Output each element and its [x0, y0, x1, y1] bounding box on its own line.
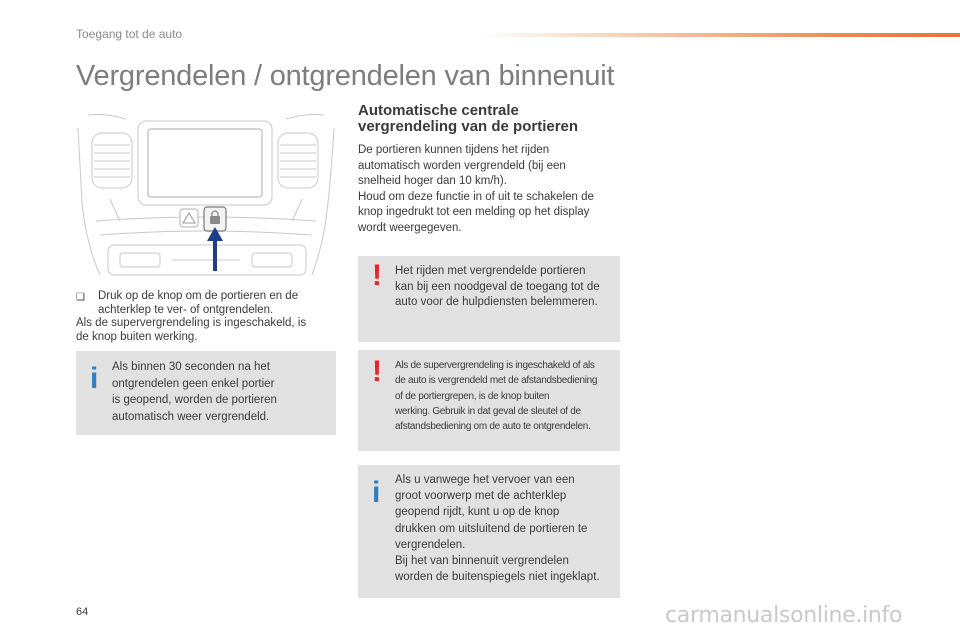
- info-text: [395, 472, 614, 585]
- left-info-box: [76, 351, 336, 435]
- info-line: drukken om uitsluitend de portieren te: [395, 522, 588, 535]
- page-number: 64: [76, 606, 89, 618]
- info-text: [112, 359, 330, 425]
- info-line: automatisch weer vergrendeld.: [112, 410, 270, 423]
- warning-line: auto voor de hulpdiensten belemmeren.: [395, 296, 598, 308]
- left-step-text: [76, 290, 338, 344]
- warning-line: de auto is vergrendeld met de afstandsbediening: [395, 375, 598, 387]
- body-line: De portieren kunnen tijdens het rijden: [358, 144, 550, 156]
- section-label: Toegang tot de auto: [76, 27, 183, 41]
- section-heading: [358, 103, 578, 135]
- body-paragraph: [358, 143, 620, 236]
- warning-line: werking. Gebruik in dat geval de sleutel of de: [395, 405, 581, 417]
- info-icon: i: [90, 362, 99, 395]
- heading-line: Automatische centrale: [358, 102, 519, 119]
- step-note-line: Als de supervergrendeling is ingeschakeld, is: [76, 317, 307, 329]
- warning-line: Als de supervergrendeling is ingeschakeld of als: [395, 360, 595, 371]
- warning-icon: !: [372, 259, 382, 292]
- warning-box-supervergrendeling: [358, 350, 620, 451]
- step-line: achterklep te ver- of ontgrendelen.: [98, 303, 274, 316]
- body-line: wordt weergegeven.: [358, 221, 462, 234]
- watermark: carmanualsonline.info: [665, 603, 903, 628]
- info-line: geopend rijdt, kunt u op de knop: [395, 506, 560, 519]
- warning-line: Het rijden met vergrendelde portieren: [395, 265, 586, 277]
- dashboard-lock-button-illustration: [76, 103, 336, 278]
- info-line: Als binnen 30 seconden na het: [112, 361, 270, 373]
- dashboard-drawing: [76, 103, 336, 278]
- info-icon: i: [372, 476, 381, 509]
- body-line: automatisch worden vergrendeld (bij een: [358, 159, 566, 172]
- page-title: Vergrendelen / ontgrendelen van binnenuit: [76, 60, 615, 92]
- info-line: Bij het van binnenuit vergrendelen: [395, 555, 569, 568]
- step-item: [76, 290, 338, 317]
- checkbox-bullet-icon: ❑: [76, 292, 85, 303]
- body-line: snelheid hoger dan 10 km/h).: [358, 175, 507, 187]
- warning-line: kan bij een noodgeval de toegang tot de: [395, 280, 600, 293]
- info-line: worden de buitenspiegels niet ingeklapt.: [395, 571, 600, 584]
- heading-line: vergrendeling van de portieren: [358, 118, 579, 135]
- warning-line: afstandsbediening om de auto te ontgrendelen.: [395, 421, 591, 433]
- info-line: Als u vanwege het vervoer van een: [395, 474, 575, 486]
- right-info-box: [358, 465, 620, 598]
- step-content: [98, 290, 298, 317]
- warning-icon: !: [372, 355, 382, 388]
- warning-line: of de portiergrepen, is de knop buiten: [395, 390, 550, 402]
- body-line: Houd om deze functie in of uit te schakelen de: [358, 190, 594, 203]
- info-line: is geopend, worden de portieren: [112, 394, 277, 406]
- step-note-line: de knop buiten werking.: [76, 330, 198, 343]
- body-line: knop ingedrukt tot een melding op het display: [358, 206, 590, 218]
- warning-text: [395, 264, 614, 311]
- warning-box-emergency: [358, 256, 620, 342]
- info-line: ontgrendelen geen enkel portier: [112, 377, 275, 390]
- step-line: Druk op de knop om de portieren en de: [98, 290, 299, 302]
- info-line: vergrendelen.: [395, 538, 466, 551]
- header-accent-bar: [478, 33, 960, 37]
- info-line: groot voorwerp met de achterklep: [395, 490, 567, 503]
- warning-text: [395, 358, 614, 434]
